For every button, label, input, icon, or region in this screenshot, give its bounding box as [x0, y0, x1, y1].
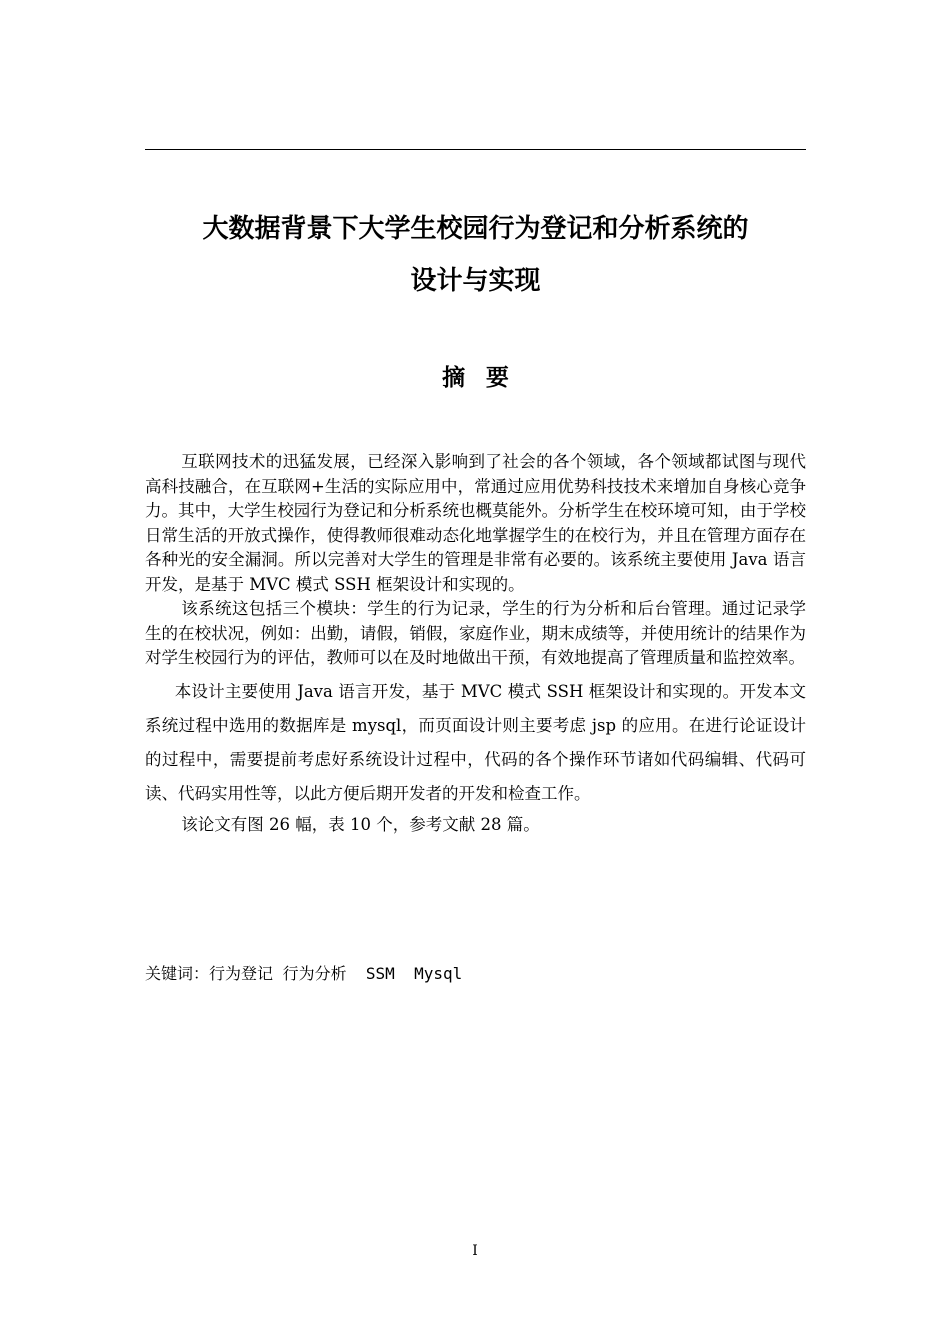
title-line-1: 大数据背景下大学生校园行为登记和分析系统的 — [202, 214, 749, 244]
abstract-paragraph-2: 该系统这包括三个模块：学生的行为记录，学生的行为分析和后台管理。通过记录学生的在校状况，例如：出勤，请假，销假，家庭作业，期末成绩等，并使用统计的结果作为对学生校园行为的评估，教师可以在及时地做出干预，有效地提高了管理质量和监控效率。 — [145, 599, 806, 667]
abstract-heading: 摘要 — [442, 365, 530, 391]
title-line-2: 设计与实现 — [410, 266, 541, 296]
abstract-paragraph-4: 该论文有图 26 幅，表 10 个，参考文献 28 篇。 — [181, 814, 540, 834]
page-number: I — [472, 1243, 478, 1259]
abstract-body — [145, 450, 806, 837]
abstract-paragraph-1: 互联网技术的迅猛发展，已经深入影响到了社会的各个领域，各个领域都试图与现代高科技融合，在互联网+生活的实际应用中，常通过应用优势科技技术来增加自身核心竞争力。其中，大学生校园行为登记和分析系统也概莫能外。分析学生在校环境可知，由于学校日常生活的开放式操作，使得教师很难动态化地掌握学生的在校行为，并且在管理方面存在各种光的安全漏洞。所以完善对大学生的管理是非常有必要的。该系统主要使用 Java 语言开发，是基于 MVC 模式 SSH 框架设计和实现的。 — [145, 452, 806, 594]
abstract-paragraph-3: 本设计主要使用 Java 语言开发，基于 MVC 模式 SSH 框架设计和实现的。开发本文系统过程中选用的数据库是 mysql，而页面设计则主要考虑 jsp 的应用。在进行论证设计的过程中，需要提前考虑好系统设计过程中，代码的各个操作环节诸如代码编辑、代码可读、代码实用性等，以此方便后期开发者的开发和检查工作。 — [145, 681, 806, 803]
keywords: 关键词：行为登记 行为分析 SSM Mysql — [145, 964, 463, 983]
header-rule — [145, 149, 806, 150]
